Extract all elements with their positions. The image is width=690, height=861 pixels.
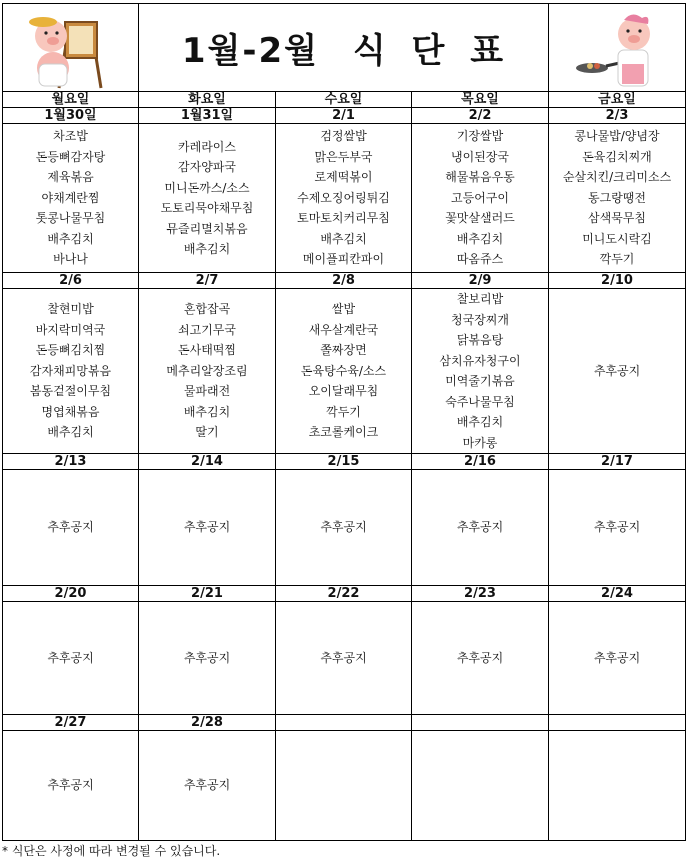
menu-item: 추후공지 — [593, 650, 641, 665]
date-cell-mon: 1월30일 — [3, 108, 139, 124]
menu-item: 쌀밥 — [331, 302, 356, 317]
menu-cell-tue — [139, 124, 276, 273]
title-char-2: 단 — [411, 31, 447, 71]
menu-item: 미니돈까스/소스 — [164, 180, 250, 195]
menu-item: 추후공지 — [456, 520, 504, 535]
title-row — [3, 4, 686, 92]
day-header-tue: 화요일 — [139, 92, 276, 108]
menu-item: 해물볶음우동 — [445, 170, 515, 185]
menu-item: 깍두기 — [326, 404, 361, 419]
menu-item: 쇠고기무국 — [178, 322, 236, 337]
day-header-mon: 월요일 — [3, 92, 139, 108]
menu-item: 추후공지 — [183, 520, 231, 535]
menu-item: 추후공지 — [593, 363, 641, 378]
date-cell-tue: 2/28 — [139, 715, 276, 731]
menu-item: 뮤즐리멸치볶음 — [166, 221, 248, 236]
day-header-thu: 목요일 — [412, 92, 549, 108]
menu-item: 기장쌀밥 — [456, 129, 504, 144]
menu-item: 추후공지 — [320, 650, 367, 665]
menu-item: 동그랑땡전 — [588, 190, 646, 205]
menu-item: 배추김치 — [183, 242, 231, 256]
menu-item: 톳콩나물무침 — [35, 211, 106, 226]
menu-item: 돈등뼈감자탕 — [35, 149, 106, 164]
menu-cell-fri — [549, 602, 686, 715]
menu-row — [3, 731, 686, 841]
date-row — [3, 454, 686, 470]
menu-item: 메추리알장조림 — [166, 363, 248, 378]
menu-item: 콩나물밥/양념장 — [574, 129, 660, 144]
menu-cell-fri — [549, 731, 686, 841]
date-cell-thu: 2/16 — [412, 454, 549, 470]
date-cell-fri: 2/17 — [549, 454, 686, 470]
date-cell-wed: 2/1 — [276, 108, 412, 124]
menu-item: 순살치킨/크리미소스 — [562, 170, 672, 185]
menu-item: 바나나 — [53, 252, 88, 267]
day-header-wed: 수요일 — [276, 92, 412, 108]
date-cell-tue: 2/21 — [139, 586, 276, 602]
menu-item: 도토리묵야채무침 — [160, 201, 254, 215]
menu-item: 마카롱 — [462, 435, 498, 450]
menu-item: 새우살계란국 — [308, 322, 379, 337]
weekday-header-row — [3, 92, 686, 108]
date-cell-tue: 2/7 — [139, 273, 276, 289]
menu-item: 쫄짜장면 — [320, 343, 367, 358]
menu-cell-tue — [139, 470, 276, 586]
menu-item: 배추김치 — [183, 404, 231, 419]
menu-item: 돈육김치찌개 — [582, 149, 652, 164]
menu-item: 야채계란찜 — [41, 190, 100, 205]
menu-cell-wed — [276, 124, 412, 273]
menu-item: 돈등뼈김치찜 — [35, 343, 106, 358]
menu-cell-mon — [3, 602, 139, 715]
pig-chef-icon — [572, 6, 662, 90]
menu-cell-thu — [412, 731, 549, 841]
menu-row — [3, 602, 686, 715]
menu-item: 추후공지 — [47, 520, 94, 535]
menu-item: 깍두기 — [599, 252, 635, 267]
menu-cell-wed — [276, 289, 412, 454]
menu-item: 미역줄기볶음 — [445, 374, 515, 388]
menu-cell-fri — [549, 289, 686, 454]
date-cell-tue: 1월31일 — [139, 108, 276, 124]
menu-item: 배추김치 — [456, 415, 504, 429]
date-row — [3, 715, 686, 731]
date-cell-wed — [276, 715, 412, 731]
date-cell-thu: 2/9 — [412, 273, 549, 289]
menu-item: 찰현미밥 — [47, 302, 94, 317]
menu-item: 고등어구이 — [451, 190, 509, 205]
menu-cell-fri — [549, 124, 686, 273]
menu-item: 추후공지 — [47, 778, 94, 793]
menu-item: 미니도시락김 — [582, 231, 652, 246]
menu-cell-thu — [412, 124, 549, 273]
menu-cell-mon — [3, 124, 139, 273]
menu-item: 따옴쥬스 — [456, 252, 504, 267]
menu-item: 감자채피망볶음 — [29, 363, 112, 378]
menu-item: 삼색묵무침 — [588, 211, 646, 226]
meal-plan-table — [2, 3, 686, 841]
menu-item: 배추김치 — [456, 231, 504, 246]
date-cell-thu — [412, 715, 549, 731]
date-row — [3, 108, 686, 124]
menu-row — [3, 289, 686, 454]
title-period: 1월-2월 — [181, 31, 319, 71]
menu-item: 토마토치커리무침 — [297, 211, 390, 226]
menu-item: 혼합잡곡 — [183, 302, 231, 317]
menu-item: 물파래전 — [183, 384, 231, 399]
menu-item: 배추김치 — [47, 231, 94, 246]
title-char-3: 표 — [470, 31, 506, 71]
date-cell-wed: 2/22 — [276, 586, 412, 602]
menu-cell-mon — [3, 731, 139, 841]
menu-item: 닭볶음탕 — [456, 333, 504, 347]
menu-cell-mon — [3, 289, 139, 454]
menu-item: 메이플피칸파이 — [302, 252, 385, 267]
menu-item: 돈육탕수육/소스 — [300, 363, 387, 378]
menu-item: 추후공지 — [456, 650, 504, 665]
day-header-fri: 금요일 — [549, 92, 686, 108]
menu-item: 로제떡볶이 — [314, 170, 373, 185]
menu-item: 꽃맛살샐러드 — [445, 211, 515, 226]
menu-item: 추후공지 — [183, 650, 231, 665]
menu-item: 청국장찌개 — [451, 312, 509, 327]
date-cell-mon: 2/6 — [3, 273, 139, 289]
menu-item: 배추김치 — [320, 231, 367, 246]
date-row — [3, 586, 686, 602]
menu-item: 봄동겉절이무침 — [29, 384, 112, 399]
menu-item: 추후공지 — [593, 520, 641, 535]
date-row — [3, 273, 686, 289]
menu-item: 삼치유자청구이 — [439, 353, 521, 368]
menu-item: 제육볶음 — [47, 170, 94, 185]
menu-item: 추후공지 — [183, 778, 231, 793]
date-cell-mon: 2/20 — [3, 586, 139, 602]
date-cell-fri: 2/3 — [549, 108, 686, 124]
menu-item: 초코롤케이크 — [308, 425, 379, 440]
menu-cell-thu — [412, 602, 549, 715]
menu-cell-thu — [412, 470, 549, 586]
date-cell-fri: 2/24 — [549, 586, 686, 602]
menu-cell-fri — [549, 470, 686, 586]
menu-item: 명엽채볶음 — [41, 404, 100, 419]
right-illustration-cell — [549, 4, 686, 92]
menu-cell-tue — [139, 602, 276, 715]
title-char-1: 식 — [352, 31, 388, 71]
menu-item: 딸기 — [195, 425, 219, 440]
menu-item: 찰보리밥 — [456, 292, 504, 306]
menu-row — [3, 470, 686, 586]
date-cell-thu: 2/23 — [412, 586, 549, 602]
menu-item: 바지락미역국 — [35, 322, 106, 337]
left-illustration-cell — [3, 4, 139, 92]
menu-item: 감자양파국 — [178, 160, 236, 174]
date-cell-mon: 2/13 — [3, 454, 139, 470]
menu-cell-wed — [276, 731, 412, 841]
date-cell-wed: 2/15 — [276, 454, 412, 470]
date-cell-fri: 2/10 — [549, 273, 686, 289]
menu-cell-wed — [276, 602, 412, 715]
date-cell-thu: 2/2 — [412, 108, 549, 124]
menu-item: 배추김치 — [47, 425, 94, 440]
menu-item: 맑은두부국 — [314, 149, 373, 164]
menu-item: 차조밥 — [53, 129, 88, 144]
menu-cell-tue — [139, 289, 276, 454]
menu-item: 숙주나물무침 — [445, 394, 515, 409]
menu-item: 냉이된장국 — [451, 149, 509, 164]
date-cell-tue: 2/14 — [139, 454, 276, 470]
menu-item: 돈사태떡찜 — [178, 343, 236, 358]
menu-item: 검정쌀밥 — [320, 129, 367, 144]
menu-cell-tue — [139, 731, 276, 841]
page-title — [139, 4, 549, 92]
date-cell-mon: 2/27 — [3, 715, 139, 731]
pig-painter-icon — [29, 6, 113, 90]
menu-cell-wed — [276, 470, 412, 586]
menu-item: 추후공지 — [320, 520, 367, 535]
menu-item: 카레라이스 — [178, 139, 236, 154]
menu-item: 추후공지 — [47, 650, 94, 665]
menu-cell-mon — [3, 470, 139, 586]
footnote: * 식단은 사정에 따라 변경될 수 있습니다. — [2, 844, 221, 858]
menu-cell-thu — [412, 289, 549, 454]
date-cell-fri — [549, 715, 686, 731]
menu-row — [3, 124, 686, 273]
menu-item: 오이달래무침 — [308, 384, 379, 399]
menu-item: 수제오징어링튀김 — [297, 190, 390, 205]
date-cell-wed: 2/8 — [276, 273, 412, 289]
